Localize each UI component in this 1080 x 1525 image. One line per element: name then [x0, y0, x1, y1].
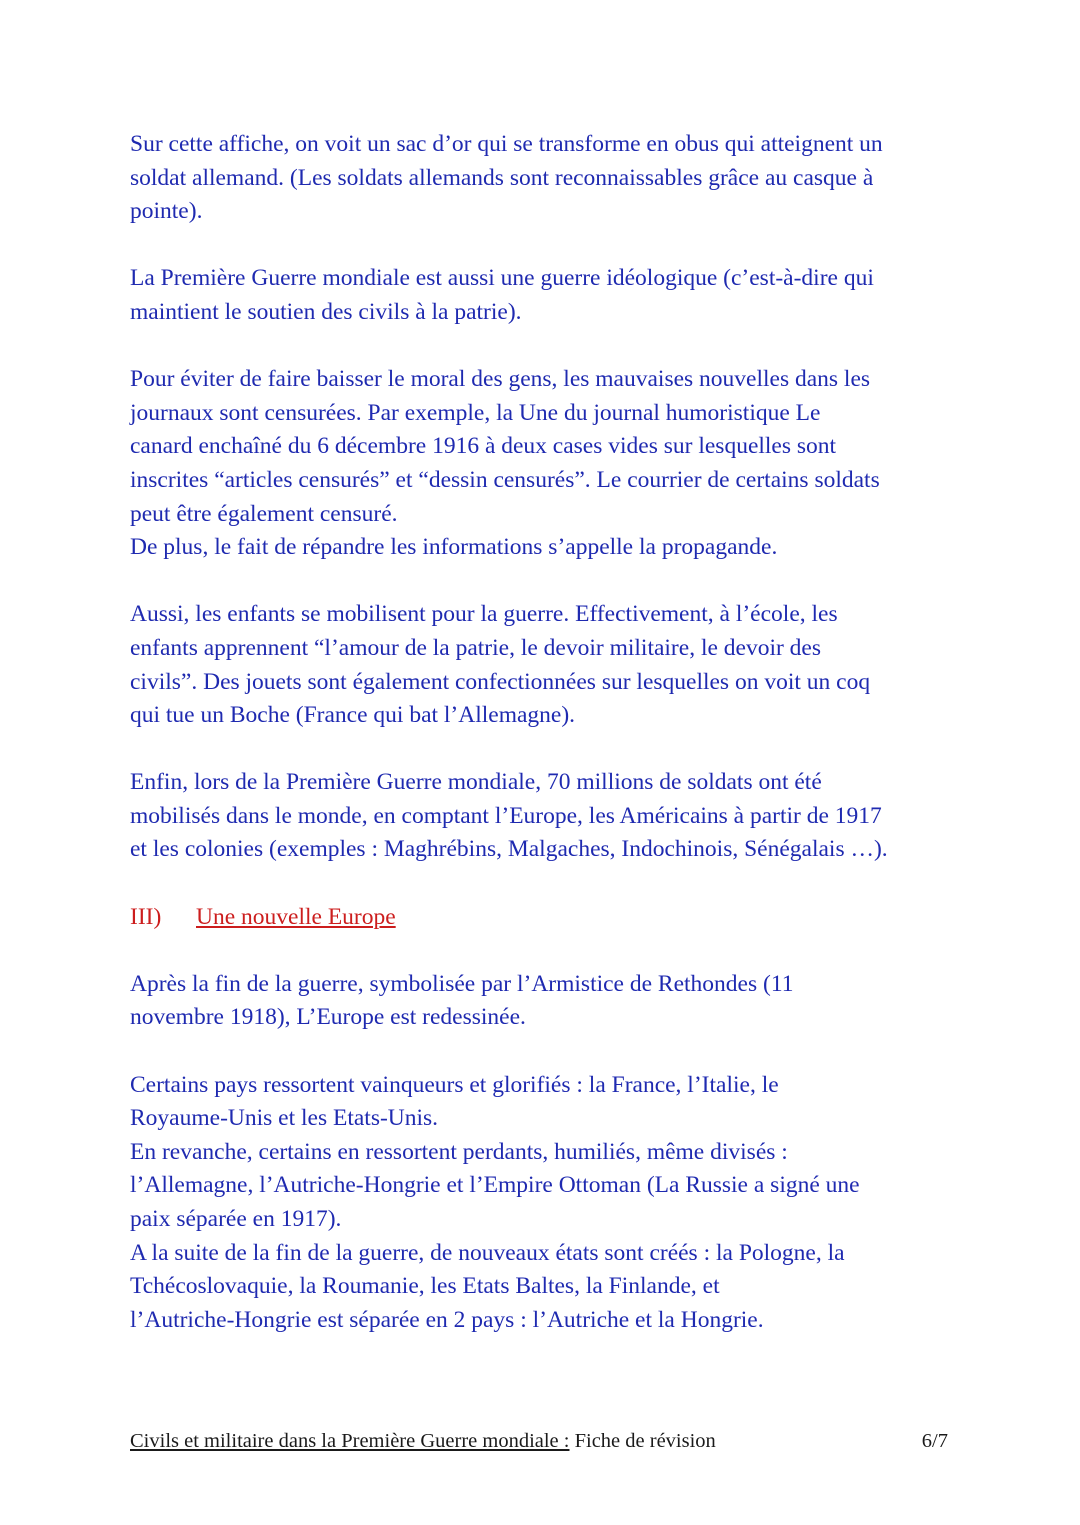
text-line: et les colonies (exemples : Maghrébins, Malgaches, Indochinois, Sénégalais …). — [130, 836, 888, 863]
text-line: En revanche, certains en ressortent perdants, humiliés, même divisés : — [130, 1138, 788, 1165]
section-number: III) — [130, 903, 162, 930]
text-line: l’Autriche-Hongrie est séparée en 2 pays : l’Autriche et la Hongrie. — [130, 1306, 764, 1333]
text-line: Sur cette affiche, on voit un sac d’or qui se transforme en obus qui atteignent un — [130, 131, 883, 157]
text-line: novembre 1918), L’Europe est redessinée. — [130, 1004, 526, 1031]
paragraph-armistice — [130, 968, 960, 1035]
text-line: l’Allemagne, l’Autriche-Hongrie et l’Empire Ottoman (La Russie a signé une — [130, 1172, 860, 1199]
text-line: La Première Guerre mondiale est aussi une guerre idéologique (c’est-à-dire qui — [130, 265, 874, 292]
text-line: Tchécoslovaquie, la Roumanie, les Etats Baltes, la Finlande, et — [130, 1273, 720, 1300]
text-line: Royaume-Unis et les Etats-Unis. — [130, 1105, 439, 1132]
paragraph-ideological-war — [130, 262, 960, 329]
paragraph-mobilisation — [130, 766, 960, 867]
text-line: enfants apprennent “l’amour de la patrie, le devoir militaire, le devoir des — [130, 634, 822, 661]
paragraph-censorship — [130, 363, 960, 565]
text-line: peut être également censuré. — [130, 500, 398, 527]
section-heading — [130, 901, 960, 935]
text-line: Certains pays ressortent vainqueurs et glorifiés : la France, l’Italie, le — [130, 1071, 779, 1098]
paragraph-new-states — [130, 1069, 960, 1338]
footer-subtitle: Fiche de révision — [569, 1430, 716, 1452]
text-line: qui tue un Boche (France qui bat l’Allemagne). — [130, 702, 576, 729]
text-line: canard enchaîné du 6 décembre 1916 à deux cases vides sur lesquelles sont — [130, 433, 837, 460]
text-line: A la suite de la fin de la guerre, de nouveaux états sont créés : la Pologne, la — [130, 1239, 845, 1266]
text-line: Après la fin de la guerre, symbolisée par l’Armistice de Rethondes (11 — [130, 970, 794, 997]
footer-label — [130, 1430, 716, 1453]
text-line: Pour éviter de faire baisser le moral des gens, les mauvaises nouvelles dans les — [130, 366, 871, 393]
paragraph-children — [130, 598, 960, 732]
text-line: soldat allemand. (Les soldats allemands sont reconnaissables grâce au casque à — [130, 164, 874, 191]
text-line: mobilisés dans le monde, en comptant l’Europe, les Américains à partir de 1917 — [130, 802, 882, 829]
text-line: inscrites “articles censurés” et “dessin censurés”. Le courrier de certains soldats — [130, 466, 880, 493]
text-line: civils”. Des jouets sont également confectionnées sur lesquelles on voit un coq — [130, 668, 871, 695]
text-line: Enfin, lors de la Première Guerre mondiale, 70 millions de soldats ont été — [130, 769, 822, 796]
footer-title: Civils et militaire dans la Première Guerre mondiale : — [130, 1430, 570, 1452]
paragraph-poster — [130, 128, 960, 229]
text-line: journaux sont censurées. Par exemple, la Une du journal humoristique Le — [130, 399, 821, 426]
text-line: De plus, le fait de répandre les informations s’appelle la propagande. — [130, 534, 778, 561]
text-line: maintient le soutien des civils à la patrie). — [130, 298, 522, 325]
page-footer — [130, 1430, 948, 1453]
text-line: paix séparée en 1917). — [130, 1206, 342, 1232]
section-title: Une nouvelle Europe — [196, 903, 396, 930]
text-line: Aussi, les enfants se mobilisent pour la guerre. Effectivement, à l’école, les — [130, 601, 838, 628]
text-line: pointe). — [130, 198, 203, 225]
page-number: 6/7 — [921, 1430, 948, 1452]
page-content — [130, 128, 960, 1371]
